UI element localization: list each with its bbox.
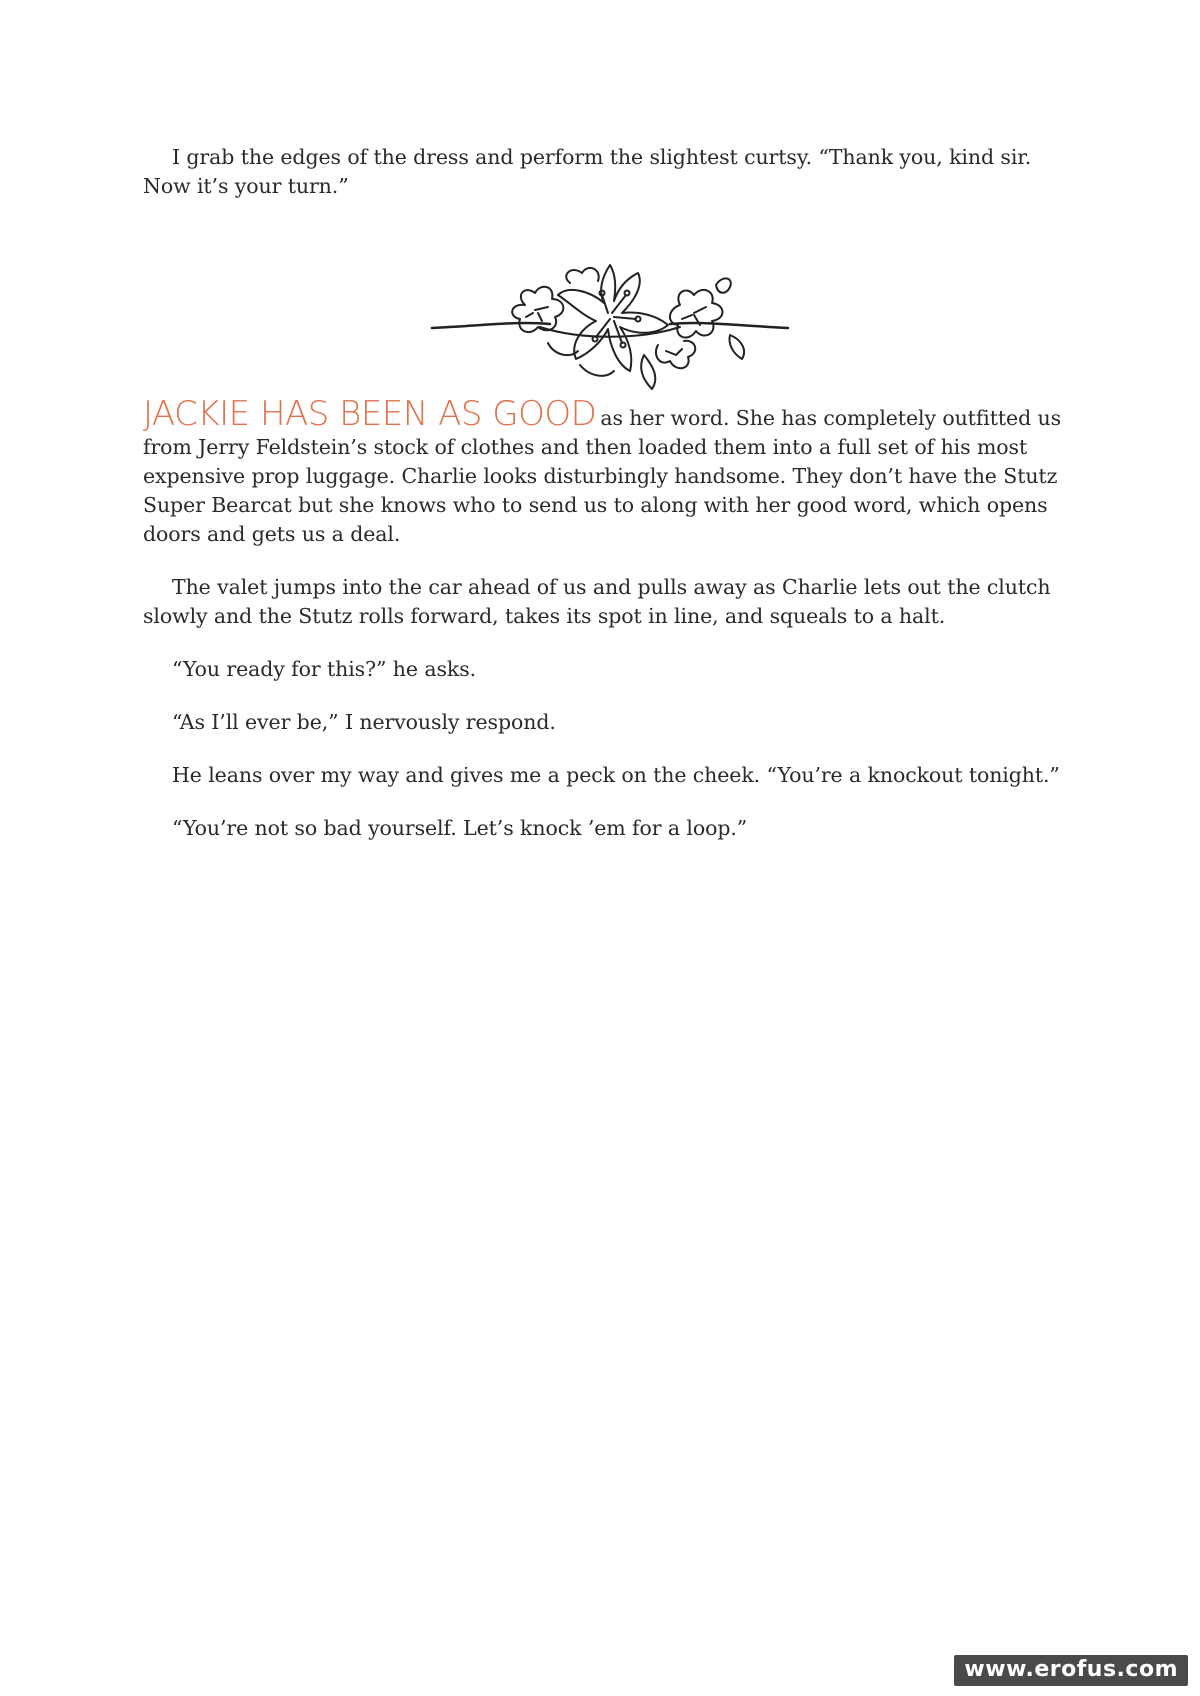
paragraph-curtsy: I grab the edges of the dress and perform the slightest curtsy. “Thank you, kind sir. Now it’s your turn.” bbox=[143, 145, 1032, 198]
paragraph-loop: “You’re not so bad yourself. Let’s knock ’em for a loop.” bbox=[172, 816, 748, 840]
opening-text bbox=[143, 143, 1073, 201]
section-lead-in: JACKIE HAS BEEN AS GOOD bbox=[143, 394, 597, 434]
paragraph-ready: “You ready for this?” he asks. bbox=[172, 657, 477, 681]
paragraph-jackie-body: as her word. She has completely outfitted us from Jerry Feldstein’s stock of clothes and then loaded them into a full set of his most expensive prop luggage. Charlie looks disturbingly handsome. They don’t have the Stutz Super Bearcat but she knows who to send us to along with her good word, which opens doors and gets us a deal. bbox=[143, 406, 1062, 546]
watermark: www.erofus.com bbox=[954, 1655, 1188, 1686]
lily-flowers-divider-icon bbox=[430, 255, 790, 400]
paragraph-respond: “As I’ll ever be,” I nervously respond. bbox=[172, 710, 556, 734]
section-text bbox=[143, 394, 1073, 843]
paragraph-jackie bbox=[143, 394, 1073, 549]
paragraph-peck: He leans over my way and gives me a peck on the cheek. “You’re a knockout tonight.” bbox=[172, 763, 1060, 787]
paragraph-valet: The valet jumps into the car ahead of us and pulls away as Charlie lets out the clutch slowly and the Stutz rolls forward, takes its spot in line, and squeals to a halt. bbox=[143, 575, 1051, 628]
